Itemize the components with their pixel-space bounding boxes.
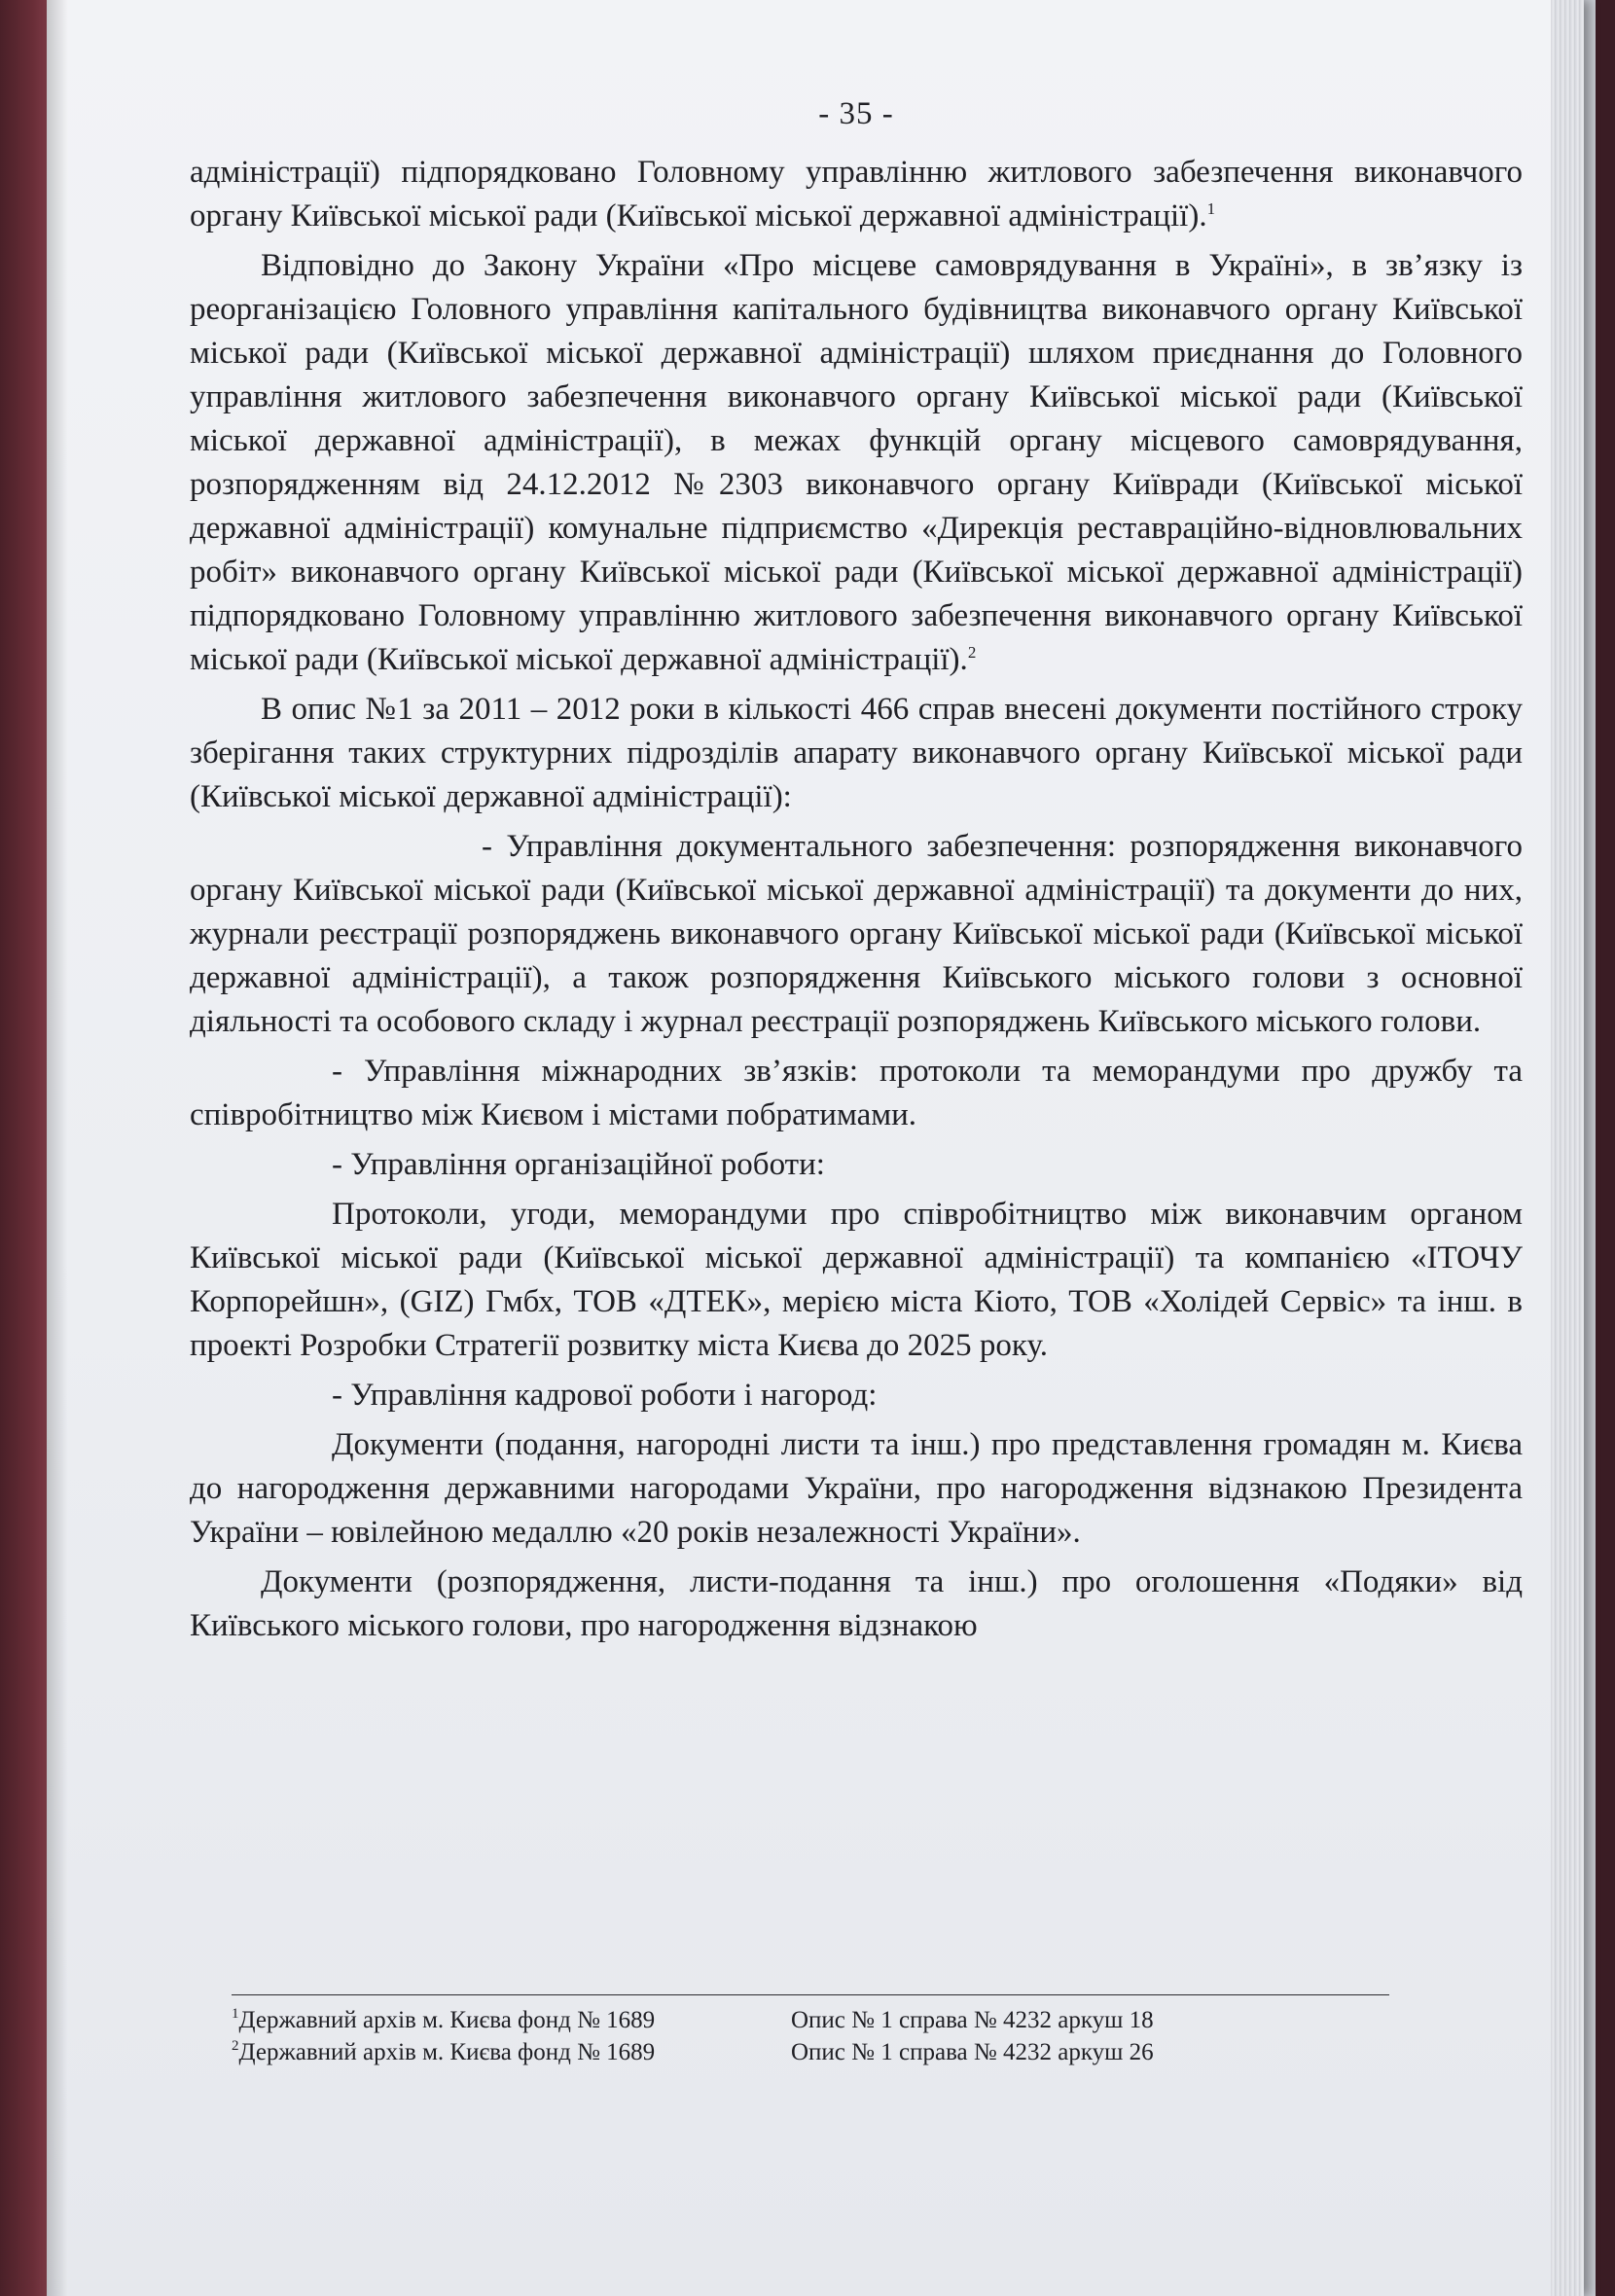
footnote-ref-2: 2 — [967, 643, 977, 662]
page-number: - 35 - — [818, 96, 894, 131]
footnote-divider — [232, 1994, 1389, 1995]
footnote-mark-1: 1 — [232, 2006, 239, 2022]
footnote-1-ref: Опис № 1 справа № 4232 аркуш 18 — [791, 2007, 1154, 2033]
footnote-2-ref: Опис № 1 справа № 4232 аркуш 26 — [791, 2039, 1154, 2065]
paragraph-gratitude: Документи (розпорядження, листи-подання та інш.) про оголошення «Подяки» від Київського міського голови, про нагородження відзнакою — [190, 1564, 1523, 1643]
footnote-2-source: Державний архів м. Києва фонд № 1689 — [238, 2039, 656, 2065]
list-item-international: - Управління міжнародних зв’язків: протоколи та меморандуми про дружбу та співробітництво між Києвом і містами побратимами. — [190, 1054, 1523, 1132]
list-item-documentary: - Управління документального забезпечення: розпорядження виконавчого органу Київської міської ради (Київської міської державної адміністрації) та документи до них, журнали реєстрації розпоряджень виконавчого органу Київської міської ради (Київської міської державної адміністрації), а також розпорядження Київського міського голови з основної діяльності та особового складу і журнал реєстрації розпоряджень Київського міського голови. — [190, 829, 1523, 1039]
paragraph-awards: Документи (подання, нагородні листи та інш.) про представлення громадян м. Києва до нагородження державними нагородами України, про нагородження відзнакою Президента України – ювілейною медаллю «20 років незалежності України». — [190, 1427, 1523, 1550]
paragraph-3: В опис №1 за 2011 – 2012 роки в кількості 466 справ внесені документи постійного строку зберігання таких структурних підрозділів апарату виконавчого органу Київської міської ради (Київської міської державної адміністрації): — [190, 692, 1523, 814]
list-item-organizational: - Управління організаційної роботи: — [332, 1147, 825, 1182]
footnote-1-source: Державний архів м. Києва фонд № 1689 — [238, 2007, 656, 2033]
page-body — [190, 92, 1523, 1654]
footnote-ref-1: 1 — [1206, 199, 1216, 218]
page-stack-edge — [1551, 0, 1584, 2296]
paragraph-protocols: Протоколи, угоди, меморандуми про співробітництво між виконавчим органом Київської міської ради (Київської міської державної адміністрації) та компанією «ІТОЧУ Корпорейшн», (GIZ) Гмбх, ТОВ «ДТЕК», мерією міста Кіото, ТОВ «Холідей Сервіс» та інш. в проекті Розробки Стратегії розвитку міста Києва до 2025 року. — [190, 1197, 1523, 1363]
document-page — [47, 0, 1584, 2296]
paragraph-1-text: адміністрації) підпорядковано Головному управлінню житлового забезпечення виконавчого органу Київської міської ради (Київської міської державної адміністрації). — [190, 155, 1523, 233]
list-item-personnel: - Управління кадрової роботи і нагород: — [332, 1378, 878, 1413]
footnote-mark-2: 2 — [232, 2038, 239, 2054]
paragraph-2-text: Відповідно до Закону України «Про місцеве самоврядування в Україні», в зв’язку із реорганізацією Головного управління капітального будівництва виконавчого органу Київської міської ради (Київської міської державної адміністрації) шляхом приєднання до Головного управління житлового забезпечення виконавчого органу Київської міської ради (Київської міської державної адміністрації), в межах функцій органу місцевого самоврядування, розпорядженням від 24.12.2012 №2303 виконавчого органу Київради (Київської міської державної адміністрації) комунальне підприємство «Дирекція реставраційно-відновлювальних робіт» виконавчого органу Київської міської ради (Київської міської державної адміністрації) підпорядковано Головному управлінню житлового забезпечення виконавчого органу Київської міської ради (Київської міської державної адміністрації). — [190, 248, 1523, 677]
footnote-2 — [232, 2036, 1389, 2068]
footnotes — [232, 2004, 1389, 2068]
paragraph-2 — [190, 244, 1523, 682]
footnote-1 — [232, 2004, 1389, 2036]
paragraph-1 — [190, 151, 1523, 238]
